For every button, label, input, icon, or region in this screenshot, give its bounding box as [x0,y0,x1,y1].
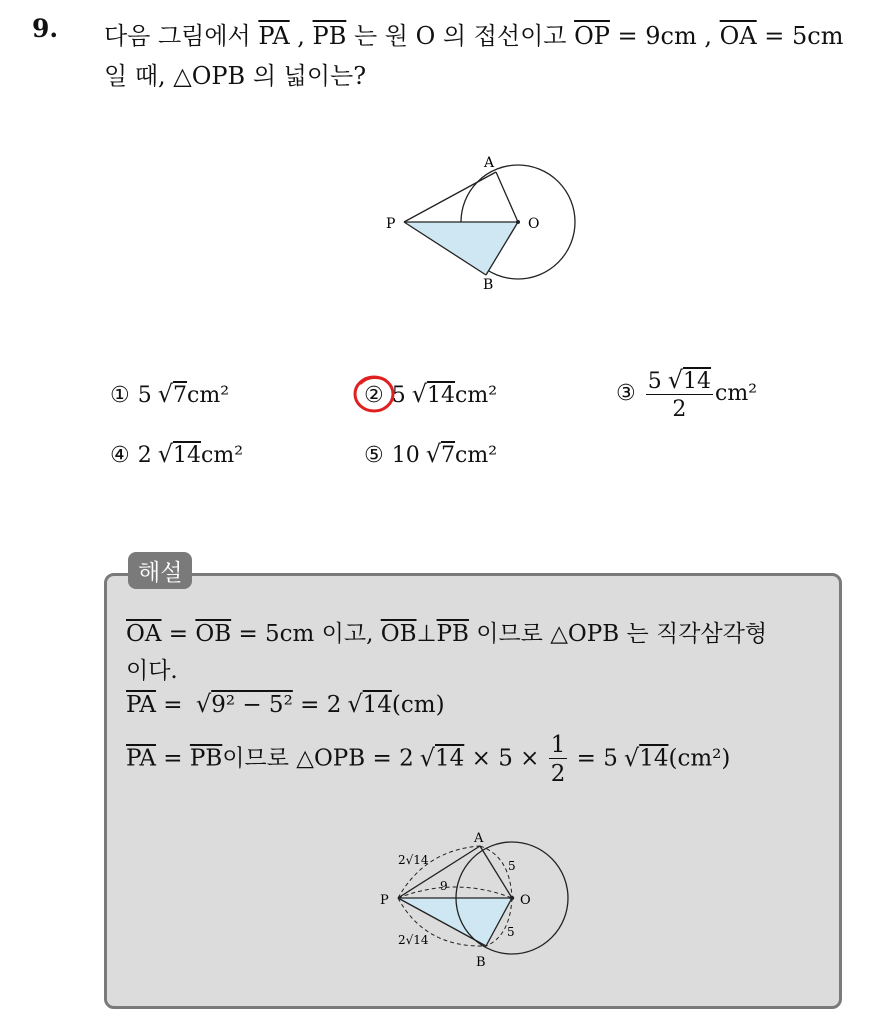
segment-pb: $\overline{PB}$ [312,22,347,50]
label-ob-length: 5 [507,925,515,939]
question-line-1 [104,16,844,51]
triangle-symbol: △ [173,62,192,90]
triangle-opb-fill [404,222,518,275]
segment-oa: $\overline{OA}$ [126,621,162,647]
sqrt-icon: √ [411,380,428,408]
segment-ob: $\overline{OB}$ [380,621,417,647]
choice-coef: 10 [391,443,420,468]
choice-1[interactable] [110,380,229,408]
solution-text: OPB 는 직각삼각형 [567,621,768,647]
choice-coef: 5 [647,369,662,394]
solution-text: × 5 × [464,745,547,772]
answer-circle-mark [350,372,398,414]
triangle-symbol: △ [550,621,568,647]
choice-4[interactable] [110,440,243,468]
sqrt-icon: √ [425,440,442,468]
solution-text: = 2 [292,692,342,718]
choice-radicand: 14 [683,369,712,394]
fraction-half [549,732,568,787]
question-text: = 9cm , [609,22,720,50]
choice-unit: cm² [187,383,230,408]
radicand: 14 [639,745,669,772]
choice-coef: 5 [391,383,406,408]
solution-text: 이므로 [222,745,297,772]
sqrt-icon: √ [667,366,684,394]
solution-figure [370,828,580,973]
solution-text: = [161,621,196,647]
label-pb-length: 2√14 [398,933,429,947]
question-line-2 [104,56,366,91]
radicand: 9² − 5² [211,692,293,718]
choice-number: ② [364,383,384,408]
center-dot [516,220,520,224]
choice-unit: cm² [715,381,758,406]
segment-ob: $\overline{OB}$ [195,621,232,647]
choice-unit: cm² [455,443,498,468]
choice-3[interactable] [616,366,757,422]
solution-text: = [155,692,190,718]
choice-unit: cm² [201,443,244,468]
solution-line-3 [126,690,445,718]
segment-pb: $\overline{PB}$ [189,745,223,772]
choice-unit: cm² [455,383,498,408]
segment-oa: $\overline{OA}$ [719,22,757,50]
label-pa-length: 2√14 [398,853,429,867]
choice-radicand: 14 [427,383,456,408]
solution-text: 이므로 [468,621,551,647]
sqrt-icon: √ [623,743,640,772]
solution-text: OPB = 2 [313,745,414,772]
triangle-symbol: △ [296,745,314,772]
label-p: P [380,893,389,908]
label-oa-length: 5 [508,859,516,873]
label-b: B [483,277,494,293]
perpendicular-symbol: ⊥ [416,621,437,647]
radicand: 14 [435,745,465,772]
label-b: B [476,955,486,970]
choice-5[interactable] [364,440,497,468]
center-dot [510,896,514,900]
label-p: P [386,216,396,232]
solution-line-4 [126,732,730,787]
question-text: 다음 그림에서 [104,22,259,50]
choice-coef: 5 [137,383,152,408]
choice-radicand: 7 [441,443,456,468]
radius-oa [496,172,518,222]
solution-text: (cm²) [668,745,731,772]
solution-text: = 5cm 이고, [231,621,381,647]
choice-fraction [646,366,713,422]
label-a: A [484,155,495,171]
tangent-circle-figure [378,148,588,293]
label-o: O [528,216,540,232]
choice-number: ① [110,383,130,408]
sqrt-icon: √ [195,690,212,718]
solution-line-2: 이다. [126,658,178,684]
choice-denominator: 2 [672,397,687,422]
solution-text: = [155,745,190,772]
segment-pa: $\overline{PA}$ [126,692,156,718]
label-o: O [520,893,531,908]
segment-pa: $\overline{PA}$ [258,22,290,50]
choice-number: ④ [110,443,130,468]
radicand: 14 [362,692,392,718]
question-text: , [289,22,313,50]
question-text: = 5cm [756,22,844,50]
solution-tag: 해설 [128,552,192,589]
choice-number: ③ [616,381,636,406]
question-text: 는 원 O 의 접선이고 [346,22,575,50]
solution-text: (cm) [391,692,445,718]
solution-line-1 [126,615,767,648]
numerator: 1 [550,732,566,758]
tangent-pa [404,172,496,222]
dim-op [398,887,512,898]
choice-radicand: 14 [173,443,202,468]
question-number: 9. [32,14,59,43]
sqrt-icon: √ [347,690,363,718]
sqrt-icon: √ [419,743,436,772]
question-text: OPB 의 넓이는? [191,62,367,90]
question-text: 일 때, [104,62,174,90]
denominator: 2 [550,761,566,787]
choice-radicand: 7 [173,383,188,408]
segment-pa: $\overline{PA}$ [126,745,156,772]
choice-number: ⑤ [364,443,384,468]
segment-pb: $\overline{PB}$ [436,621,469,647]
sqrt-icon: √ [157,440,174,468]
label-a: A [474,831,484,846]
segment-op: $\overline{OP}$ [574,22,610,50]
label-op-length: 9 [440,879,448,893]
sqrt-icon: √ [157,380,174,408]
choice-coef: 2 [137,443,152,468]
solution-text: = 5 [569,745,618,772]
